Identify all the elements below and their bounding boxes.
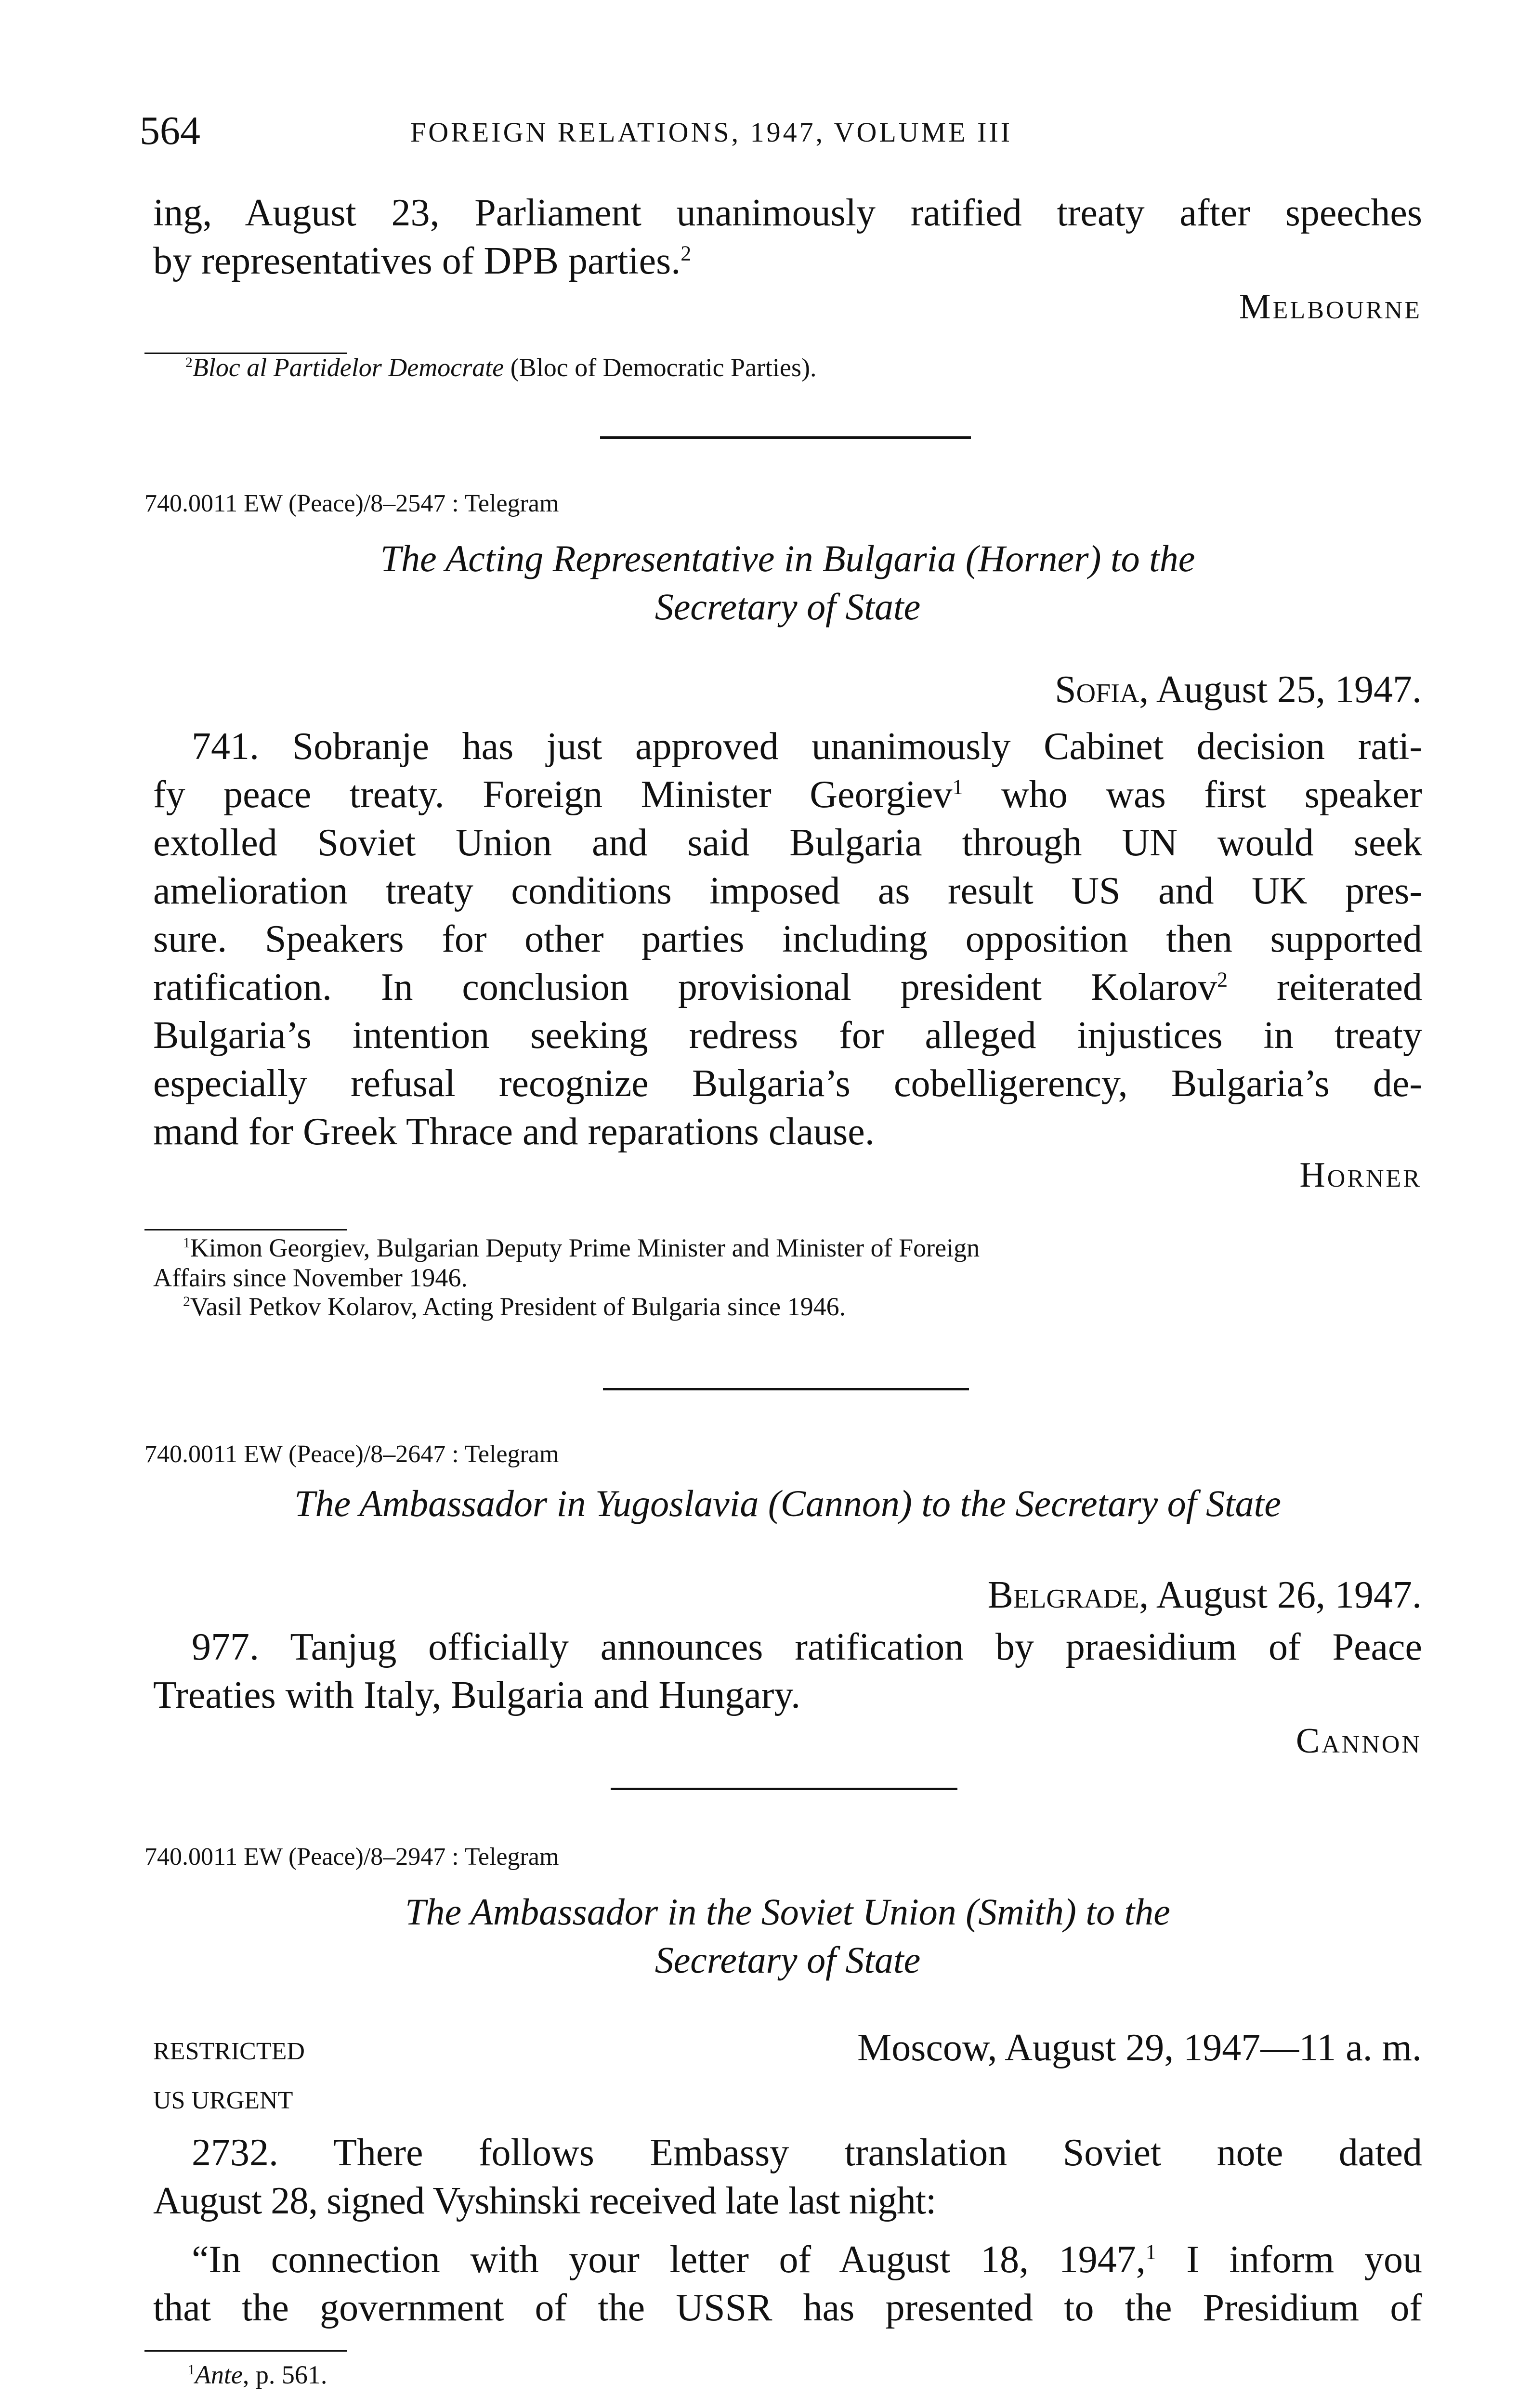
body-line-text: I inform you	[1156, 2238, 1423, 2281]
dateline-place: Sofia	[1055, 668, 1139, 711]
body-line: 2732. There follows Embassy translation Soviet note dated	[192, 2132, 1422, 2174]
body-line: Bulgaria’s intention seeking redress for alleged injustices in treaty	[153, 1014, 1422, 1057]
footnote-rule	[144, 1229, 347, 1230]
footnote	[185, 353, 816, 382]
dateline: Moscow, August 29, 1947—11 a. m.	[857, 2027, 1422, 2069]
signature: Cannon	[1296, 1721, 1422, 1761]
section-divider	[611, 1788, 957, 1790]
body-line-text: who was first speaker	[963, 773, 1422, 816]
heading-line: Secretary of State	[654, 1939, 921, 1981]
footnote	[188, 2360, 327, 2390]
body-line: mand for Greek Thrace and reparations clause.	[153, 1111, 875, 1153]
footnote-number: 2	[185, 355, 193, 370]
document-heading	[153, 535, 1422, 631]
body-line-text: “In connection with your letter of August 18, 1947,	[192, 2238, 1146, 2281]
dateline-date: , August 25, 1947.	[1139, 668, 1422, 711]
body-line: amelioration treaty conditions imposed as result US and UK pres-	[153, 870, 1422, 912]
dateline	[988, 1571, 1422, 1619]
footnote-italic-text: Ante	[195, 2360, 243, 2389]
footnote-text: (Bloc of Democratic Parties).	[504, 353, 817, 382]
heading-line: The Acting Representative in Bulgaria (Horner) to the	[380, 537, 1195, 579]
body-line: that the government of the USSR has presented to the Presidium of	[153, 2287, 1422, 2329]
footnote-ref: 1	[1145, 2240, 1156, 2264]
body-line-text: ratification. In conclusion provisional president Kolarov	[153, 966, 1217, 1008]
body-line	[153, 771, 1422, 819]
body-line: extolled Soviet Union and said Bulgaria through UN would seek	[153, 822, 1422, 864]
dateline	[1055, 666, 1422, 714]
footnote-number: 1	[188, 2362, 195, 2378]
body-line	[153, 2236, 1422, 2284]
section-divider	[600, 436, 971, 439]
footnote-italic-text: Bloc al Partidelor Democrate	[192, 353, 504, 382]
body-line: especially refusal recognize Bulgaria’s cobelligerency, Bulgaria’s de-	[153, 1062, 1422, 1105]
body-line	[153, 963, 1422, 1011]
dateline-place: Belgrade	[987, 1574, 1139, 1616]
body-line	[153, 237, 691, 285]
heading-line: Secretary of State	[654, 586, 921, 628]
body-line: August 28, signed Vyshinski received late last night:	[153, 2180, 936, 2222]
body-line: sure. Speakers for other parties including opposition then supported	[153, 918, 1422, 960]
body-line: Treaties with Italy, Bulgaria and Hungary.	[153, 1674, 801, 1716]
footnote-ref: 2	[680, 241, 692, 265]
dateline-date: , August 26, 1947.	[1139, 1574, 1422, 1616]
section-divider	[603, 1388, 969, 1390]
heading-line: The Ambassador in the Soviet Union (Smith) to the	[405, 1891, 1170, 1933]
file-number: 740.0011 EW (Peace)/8–2647 : Telegram	[144, 1440, 559, 1468]
footnote-number: 2	[183, 1294, 190, 1309]
precedence: US URGENT	[153, 2087, 293, 2114]
file-number: 740.0011 EW (Peace)/8–2947 : Telegram	[144, 1843, 559, 1871]
body-line: ing, August 23, Parliament unanimously ratified treaty after speeches	[153, 192, 1422, 234]
running-title: FOREIGN RELATIONS, 1947, VOLUME III	[410, 117, 1013, 148]
footnote-rule	[144, 2350, 347, 2352]
signature: Horner	[1299, 1155, 1422, 1195]
body-line-text: fy peace treaty. Foreign Minister Georgiev	[153, 773, 953, 816]
page-number: 564	[140, 108, 200, 153]
signature: Melbourne	[1239, 287, 1422, 327]
footnote-text: , p. 561.	[242, 2360, 327, 2389]
classification: RESTRICTED	[153, 2038, 305, 2065]
body-line: 741. Sobranje has just approved unanimously Cabinet decision rati-	[192, 725, 1422, 768]
file-number: 740.0011 EW (Peace)/8–2547 : Telegram	[144, 490, 559, 517]
body-line-text: by representatives of DPB parties.	[153, 240, 681, 282]
footnote-ref: 2	[1217, 968, 1228, 992]
footnote	[183, 1292, 846, 1322]
footnote-text: Kimon Georgiev, Bulgarian Deputy Prime Minister and Minister of Foreign	[190, 1233, 980, 1262]
footnote-ref: 1	[952, 775, 963, 799]
document-heading	[153, 1888, 1422, 1984]
footnote: Affairs since November 1946.	[153, 1263, 468, 1292]
document-heading: The Ambassador in Yugoslavia (Cannon) to the Secretary of State	[294, 1482, 1281, 1524]
body-line: 977. Tanjug officially announces ratification by praesidium of Peace	[192, 1626, 1422, 1668]
footnote-number: 1	[183, 1235, 190, 1251]
footnote	[183, 1233, 980, 1263]
footnote-text: Vasil Petkov Kolarov, Acting President of Bulgaria since 1946.	[190, 1292, 846, 1321]
body-line-text: reiterated	[1228, 966, 1422, 1008]
